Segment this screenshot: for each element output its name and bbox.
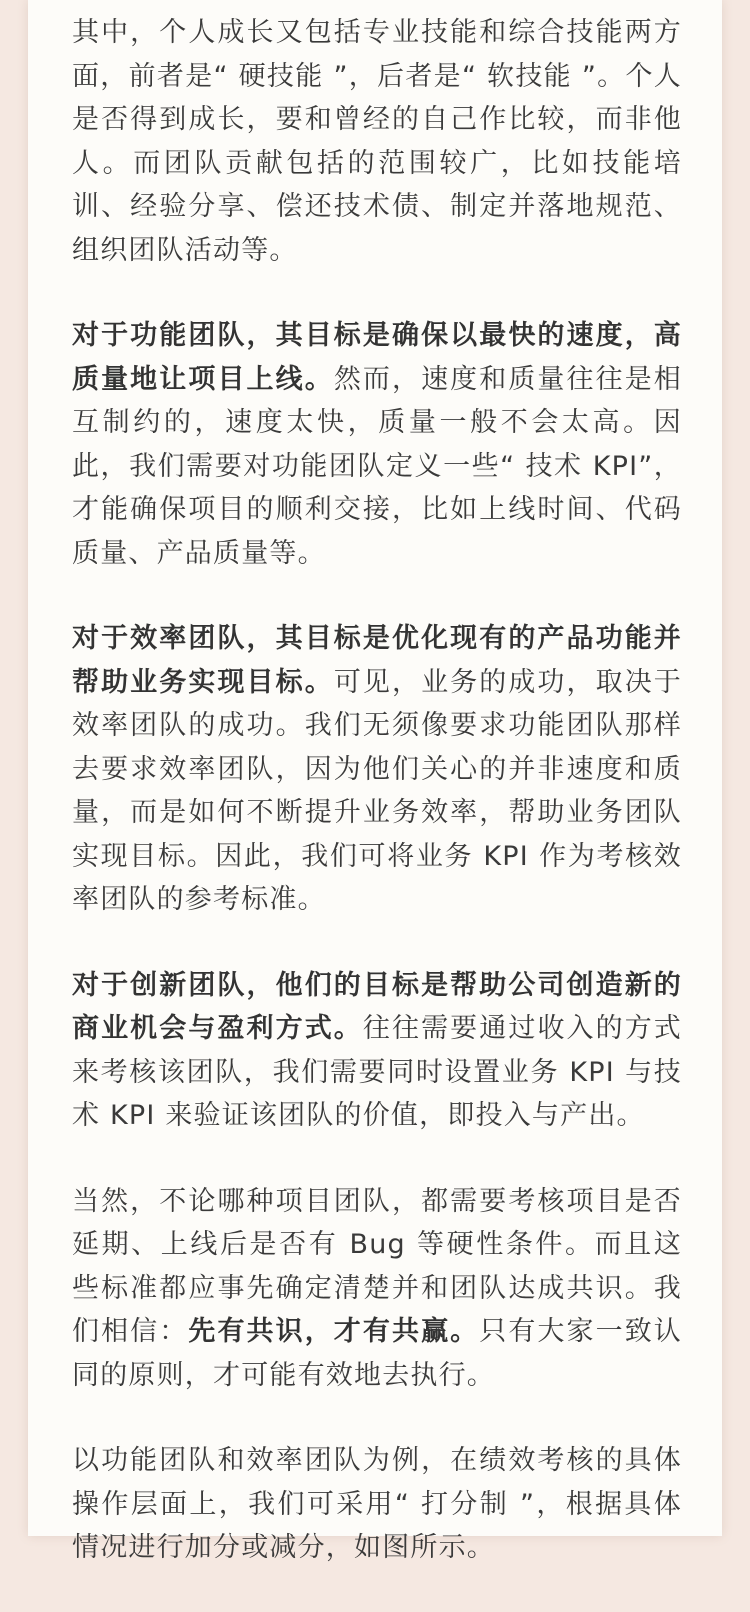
article-page [28, 0, 722, 1563]
paragraph-bold-lead: 对于功能团队，其目标是确保以最快的速度，高质量地让项目上线。 [72, 320, 682, 395]
paragraph-bold-inline: 先有共识，才有共赢。 [188, 1316, 480, 1347]
paragraph-text: 其中，个人成长又包括专业技能和综合技能两方面，前者是“ 硬技能 ”，后者是“ 软技能 ”。个人是否得到成长，要和曾经的自己作比较，而非他人。而团队贡献包括的范围较广，比如技能培训、经验分享、偿还技术债、制定并落地规范、组织团队活动等。 [72, 17, 682, 266]
paragraph-innovation-team [72, 964, 682, 1138]
paragraph-text: 往往需要通过收入的方式来考核该团队，我们需要同时设置业务 KPI 与技术 KPI 来验证该团队的价值，即投入与产出。 [72, 1013, 683, 1131]
paragraph-tail: 只有大家一致认同的原则，才可能有效地去执行。 [72, 1316, 682, 1391]
paragraph-efficiency-team [72, 617, 682, 922]
paragraph-feature-team [72, 314, 682, 575]
paragraph-text: 以功能团队和效率团队为例，在绩效考核的具体操作层面上，我们可采用“ 打分制 ”，根据具体情况进行加分或减分，如图所示。 [72, 1445, 682, 1563]
paragraph-personal-growth [72, 11, 682, 272]
paragraph-text: 可见，业务的成功，取决于效率团队的成功。我们无须像要求功能团队那样去要求效率团队，因为他们关心的并非速度和质量，而是如何不断提升业务效率，帮助业务团队实现目标。因此，我们可将业务 KPI 作为考核效率团队的参考标准。 [72, 666, 682, 915]
paragraph-scoring-system [72, 1439, 682, 1570]
paragraph-text: 当然，不论哪种项目团队，都需要考核项目是否延期、上线后是否有 Bug 等硬性条件。而且这些标准都应事先确定清楚并和团队达成共识。我们相信： [72, 1185, 682, 1347]
paragraph-bold-lead: 对于创新团队，他们的目标是帮助公司创造新的商业机会与盈利方式。 [72, 969, 682, 1044]
paragraph-bold-lead: 对于效率团队，其目标是优化现有的产品功能并帮助业务实现目标。 [72, 623, 682, 698]
paragraph-consensus [72, 1180, 682, 1398]
paragraph-text: 然而，速度和质量往往是相互制约的，速度太快，质量一般不会太高。因此，我们需要对功能团队定义一些“ 技术 KPI”，才能确保项目的顺利交接，比如上线时间、代码质量、产品质量等。 [72, 363, 682, 569]
article-body [72, 11, 682, 1612]
